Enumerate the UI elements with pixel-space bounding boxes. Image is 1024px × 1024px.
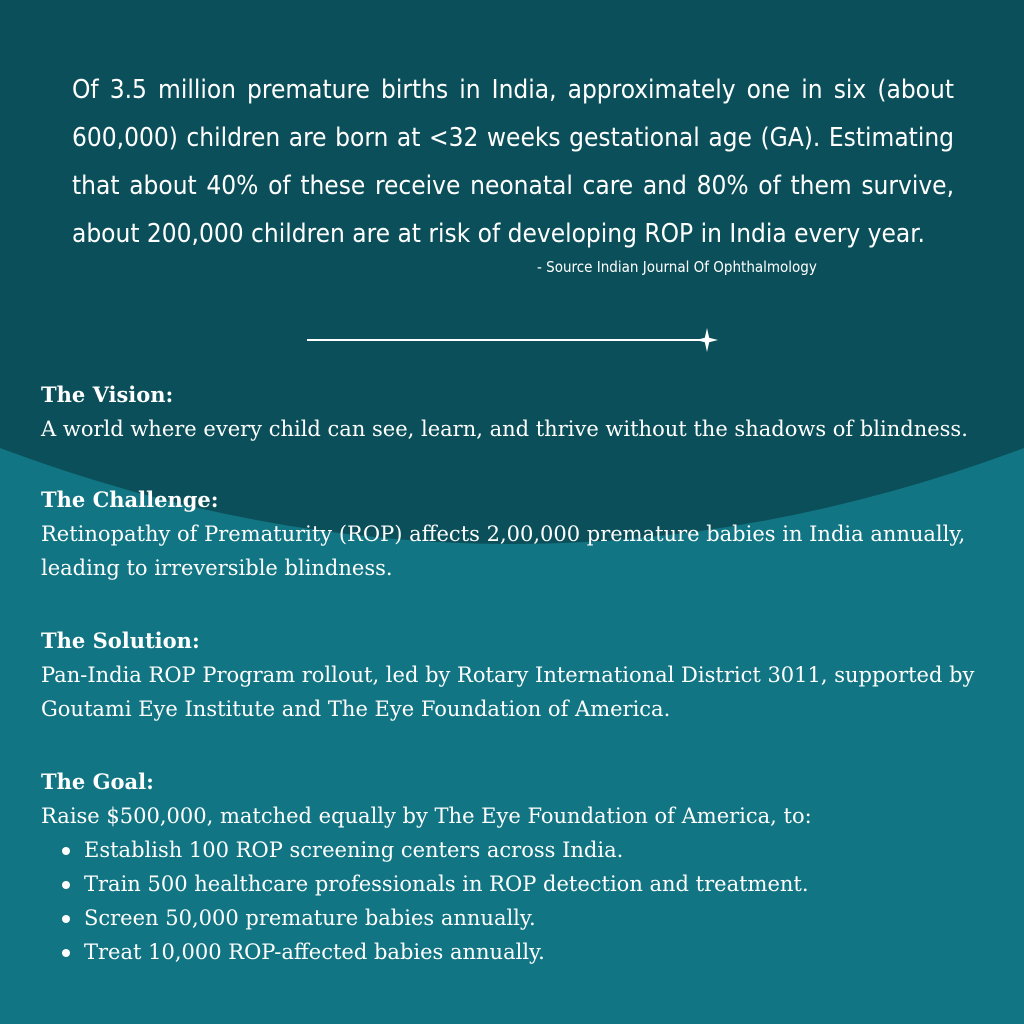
divider-line	[307, 339, 703, 341]
goal-item-text: Screen 50,000 premature babies annually.	[84, 906, 536, 930]
challenge-section	[41, 483, 1001, 585]
goal-item-text: Treat 10,000 ROP-affected babies annually.	[84, 940, 545, 964]
goal-heading: The Goal:	[41, 769, 154, 794]
vision-heading: The Vision:	[41, 382, 174, 407]
bullet-icon	[62, 949, 70, 957]
goal-list	[41, 833, 1001, 969]
statistics-quote: Of 3.5 million premature births in India, approximately one in six (about 600,000) children are born at <32 weeks gestational age (GA). Estimating that about 40% of these receive neonatal care and 80% of them survive, about 200,000 children are at risk of developing ROP in India every year.	[72, 75, 954, 249]
quote-source: - Source Indian Journal Of Ophthalmology	[537, 258, 817, 276]
challenge-text: Retinopathy of Prematurity (ROP) affects 2,00,000 premature babies in India annually, leading to irreversible blindness.	[41, 522, 966, 580]
goal-item	[41, 867, 1001, 901]
solution-heading: The Solution:	[41, 628, 200, 653]
goal-item	[41, 833, 1001, 867]
bullet-icon	[62, 915, 70, 923]
bullet-icon	[62, 847, 70, 855]
vision-section	[41, 378, 1001, 446]
vision-text: A world where every child can see, learn, and thrive without the shadows of blindness.	[41, 417, 968, 441]
goal-text: Raise $500,000, matched equally by The Eye Foundation of America, to:	[41, 804, 812, 828]
bullet-icon	[62, 881, 70, 889]
sparkle-icon	[696, 328, 718, 352]
challenge-heading: The Challenge:	[41, 487, 219, 512]
goal-item	[41, 935, 1001, 969]
goal-item	[41, 901, 1001, 935]
solution-text: Pan-India ROP Program rollout, led by Rotary International District 3011, supported by Goutami Eye Institute and The Eye Foundation of America.	[41, 663, 975, 721]
goal-item-text: Establish 100 ROP screening centers across India.	[84, 838, 624, 862]
goal-item-text: Train 500 healthcare professionals in ROP detection and treatment.	[84, 872, 809, 896]
goal-section	[41, 765, 1001, 969]
solution-section	[41, 624, 1001, 726]
